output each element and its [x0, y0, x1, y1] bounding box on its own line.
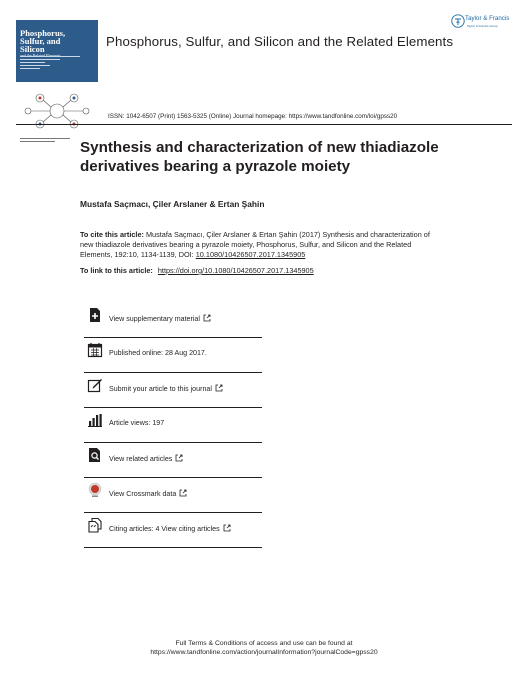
published-online-row: [84, 338, 262, 373]
taylor-francis-logo-icon: [451, 14, 465, 28]
header-divider: [16, 124, 512, 125]
crossmark-label: View Crossmark data: [109, 490, 177, 498]
submit-edit-icon: [87, 377, 103, 393]
issn-text: ISSN: 1042-6507 (Print) 1563-5325 (Online) Journal homepage:: [108, 113, 289, 120]
supplementary-icon: [87, 307, 103, 323]
cover-footer-lines: [20, 138, 70, 144]
article-doi-url-link[interactable]: https://doi.org/10.1080/10426507.2017.1345905: [157, 266, 314, 275]
citing-articles-icon: [87, 517, 103, 533]
doi-link[interactable]: 10.1080/10426507.2017.1345905: [195, 250, 306, 259]
crossmark-row[interactable]: [84, 478, 262, 513]
related-search-icon: [87, 447, 103, 463]
submit-article-row[interactable]: [84, 373, 262, 408]
submit-article-label: Submit your article to this journal: [109, 385, 212, 393]
footer-terms-text: Full Terms & Conditions of access and use can be found at: [175, 640, 353, 647]
panel-item-label: [109, 314, 211, 323]
publisher-tagline: Taylor & Francis Group: [467, 24, 498, 28]
calendar-icon: [87, 342, 103, 358]
panel-item-label: [109, 524, 231, 533]
related-articles-row[interactable]: [84, 443, 262, 478]
article-views-label: Article views: 197: [109, 419, 165, 427]
publisher-name: Taylor & Francis: [465, 15, 510, 22]
article-title: Synthesis and characterization of new thiadiazole derivatives bearing a pyrazole moiety: [80, 139, 439, 175]
cover-title-line: Sulfur, and: [20, 36, 61, 46]
link-label: To link to this article:: [80, 266, 153, 275]
article-authors: Mustafa Saçmacı, Çiler Arslaner & Ertan Şahin: [80, 199, 265, 209]
external-link-icon: [223, 524, 231, 532]
external-link-icon: [175, 454, 183, 462]
footer-terms-link[interactable]: https://www.tandfonline.com/action/journalInformation?journalCode=gpss20: [150, 649, 378, 656]
journal-cover-thumbnail: [16, 20, 98, 128]
citation-block: [80, 230, 440, 260]
row-divider: [84, 547, 262, 548]
related-articles-label: View related articles: [109, 455, 173, 463]
external-link-icon: [215, 384, 223, 392]
citing-articles-label: Citing articles: 4 View citing articles: [109, 525, 220, 533]
cover-title-line: Phosphorus,: [20, 28, 66, 38]
published-online-label: Published online: 28 Aug 2017.: [109, 349, 207, 357]
cover-title: [20, 29, 96, 58]
citation-label: To cite this article:: [80, 230, 144, 239]
cover-header-band: [16, 20, 98, 82]
panel-item-label: [109, 454, 183, 463]
citation-text: Mustafa Saçmacı, Çiler Arslaner & Ertan Şahin (2017) Synthesis and characterization of new thiadiazole derivatives bearing a pyrazole moiety, Phosphorus, Sulfur, and Silicon and the Related Elements, 192:10, 1134-1139, DOI:: [80, 230, 430, 259]
article-views-row: [84, 408, 262, 443]
external-link-icon: [203, 314, 211, 322]
journal-homepage-link[interactable]: https://www.tandfonline.com/loi/gpss20: [288, 113, 398, 120]
cover-molecule-illustration: [20, 86, 94, 136]
crossmark-icon: [87, 482, 103, 498]
bar-chart-icon: [87, 412, 103, 428]
cover-text-lines: [20, 56, 80, 71]
citing-articles-row[interactable]: [84, 513, 262, 548]
journal-title[interactable]: Phosphorus, Sulfur, and Silicon and the Related Elements: [106, 34, 454, 49]
issn-line: [108, 113, 397, 120]
panel-item-label: [109, 384, 223, 393]
cover-title-line: Silicon: [20, 44, 45, 54]
panel-item-label: [109, 489, 187, 498]
link-to-article: [80, 266, 314, 275]
supplementary-label: View supplementary material: [109, 315, 200, 323]
external-link-icon: [179, 489, 187, 497]
supplementary-material-row[interactable]: [84, 303, 262, 338]
